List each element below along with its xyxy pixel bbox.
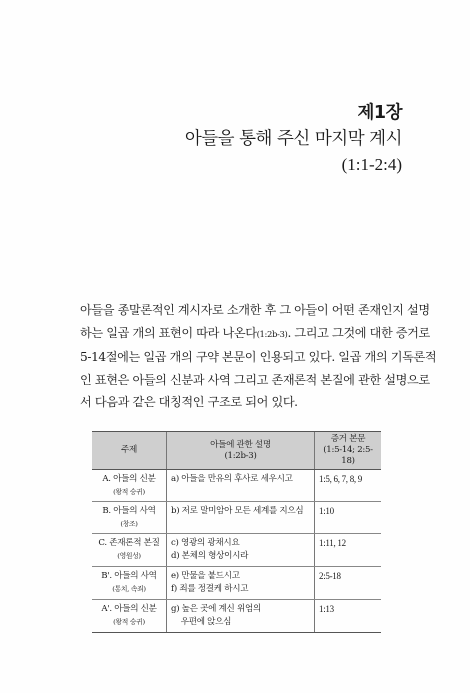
theme-label: C. 존재론적 본질 [98,538,160,548]
header-theme: 주제 [92,432,167,470]
header-description [167,432,315,470]
paragraph-line [80,322,430,347]
structure-table [92,431,381,633]
cell-description [167,600,315,633]
table-row [92,600,381,633]
header-evidence [315,432,382,470]
cell-theme [92,567,167,600]
table-row [92,567,381,600]
cell-description [167,502,315,534]
cell-description [167,470,315,502]
description-line: 우편에 앉으심 [171,617,232,627]
paragraph-text: . 그리고 그것에 대한 증거로 [287,325,430,340]
theme-subtitle: (왕적 승귀) [113,618,145,626]
cell-evidence: 1:11, 12 [315,534,382,567]
theme-subtitle: (왕적 승귀) [113,488,145,496]
chapter-reference: (1:1-2:4) [341,155,402,174]
cell-evidence: 1:5, 6, 7, 8, 9 [315,470,382,502]
cell-evidence: 2:5-18 [315,567,382,600]
header-description-ref: (1:2b-3) [224,450,257,461]
theme-subtitle: (통치, 속죄) [112,585,146,593]
theme-label: B'. 아들의 사역 [101,571,157,581]
cell-description [167,534,315,567]
cell-description [167,567,315,600]
paragraph-line: 아들을 종말론적인 계시자로 소개한 후 그 아들이 어떤 존재인지 설명 [80,303,430,317]
theme-label: A'. 아들의 신분 [101,604,157,614]
paragraph-text: 하는 일곱 개의 표현이 따라 나온다 [80,325,257,340]
table-row [92,470,381,502]
theme-label: A. 아들의 신분 [102,474,156,484]
paragraph-line: 5-14절에는 일곱 개의 구약 본문이 인용되고 있다. 일곱 개의 기독론적 [80,350,437,365]
table-header-row [92,432,381,470]
cell-evidence: 1:10 [315,502,382,534]
description-line: b) 저로 말미암아 모든 세계를 지으심 [171,506,304,516]
header-evidence-ref: (1:5-14; 2:5-18) [323,445,373,466]
theme-subtitle: (창조) [120,520,138,528]
paragraph-line: 서 다음과 같은 대칭적인 구조로 되어 있다. [80,395,298,410]
inline-reference: (1:2b-3) [256,329,288,340]
theme-subtitle: (영원성) [117,552,141,560]
header-evidence-title: 증거 본문 [330,434,366,444]
paragraph-line: 인 표현은 아들의 신분과 사역 그리고 존재론적 본질에 관한 설명으로 [80,372,430,387]
chapter-number: 제1장 [357,103,402,123]
cell-theme [92,534,167,567]
description-line: f) 죄를 정결케 하시고 [171,584,249,594]
theme-label: B. 아들의 사역 [102,506,156,516]
cell-theme [92,600,167,633]
intro-paragraph [80,299,437,414]
chapter-title: 아들을 통해 주신 마지막 계시 [184,129,402,149]
cell-evidence: 1:13 [315,600,382,633]
table-row [92,502,381,534]
table-row [92,534,381,567]
description-line: g) 높은 곳에 계신 위엄의 [171,604,261,614]
chapter-heading [185,100,402,178]
description-line: a) 아들을 만유의 후사로 세우시고 [171,474,293,484]
header-description-title: 아들에 관한 설명 [210,439,271,450]
cell-theme [92,502,167,534]
cell-theme [92,470,167,502]
description-line: d) 본체의 형상이시라 [171,551,249,561]
description-line: c) 영광의 광채시요 [171,538,240,548]
description-line: e) 만물을 붙드시고 [171,571,240,581]
